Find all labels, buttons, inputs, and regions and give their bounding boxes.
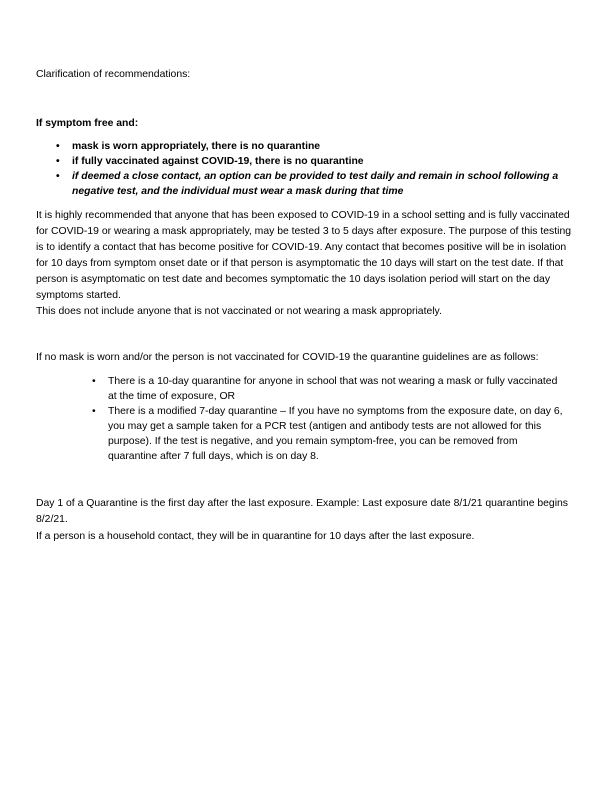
symptom-free-title: If symptom free and: [36,118,139,129]
list-item [56,139,577,154]
list-item [56,169,577,199]
no-mask-intro: If no mask is worn and/or the person is not vaccinated for COVID-19 the quarantine guidelines are as follows: [36,352,539,363]
list-item-text: There is a 10-day quarantine for anyone in school that was not wearing a mask or fully vaccinated at the time of exposure, OR [108,376,558,402]
bullet-icon: • [92,406,96,417]
exclusion-paragraph: This does not include anyone that is not vaccinated or not wearing a mask appropriately. [36,306,442,317]
bullet-icon: • [92,376,96,387]
page-heading: Clarification of recommendations: [36,69,191,80]
no-mask-list [92,374,563,464]
list-item [92,404,563,464]
day1-paragraph: Day 1 of a Quarantine is the first day after the last exposure. Example: Last exposure date 8/1/21 quarantine begins 8/2/21. [36,498,568,525]
list-item [92,374,563,404]
bullet-icon: • [56,156,60,167]
list-item-text: if fully vaccinated against COVID-19, there is no quarantine [72,156,364,167]
list-item [56,154,577,169]
symptom-free-list [56,139,577,199]
bullet-icon: • [56,171,60,182]
household-paragraph: If a person is a household contact, they will be in quarantine for 10 days after the last exposure. [36,531,475,542]
testing-paragraph: It is highly recommended that anyone that has been exposed to COVID-19 in a school setting and is fully vaccinated for COVID-19 or wearing a mask appropriately, may be tested 3 to 5 days after exposure. The purpose of this testing is to identify a contact that has become positive for COVID-19. Any contact that becomes positive will be in isolation for 10 days from symptom onset date or if that person is asymptomatic the 10 days will start on the test date. If that person is asymptomatic on test date and becomes symptomatic the 10 days isolation period will start on the day symptoms started. [36,210,572,301]
list-item-text: mask is worn appropriately, there is no quarantine [72,141,321,152]
bullet-icon: • [56,141,60,152]
list-item-text: if deemed a close contact, an option can be provided to test daily and remain in school following a negative test, and the individual must wear a mask during that time [72,171,559,197]
list-item-text: There is a modified 7-day quarantine – If you have no symptoms from the exposure date, on day 6, you may get a sample taken for a PCR test (antigen and antibody tests are not allowed for this purpose). If the test is negative, and you remain symptom-free, you can be removed from quarantine after 7 full days, which is on day 8. [108,406,563,462]
